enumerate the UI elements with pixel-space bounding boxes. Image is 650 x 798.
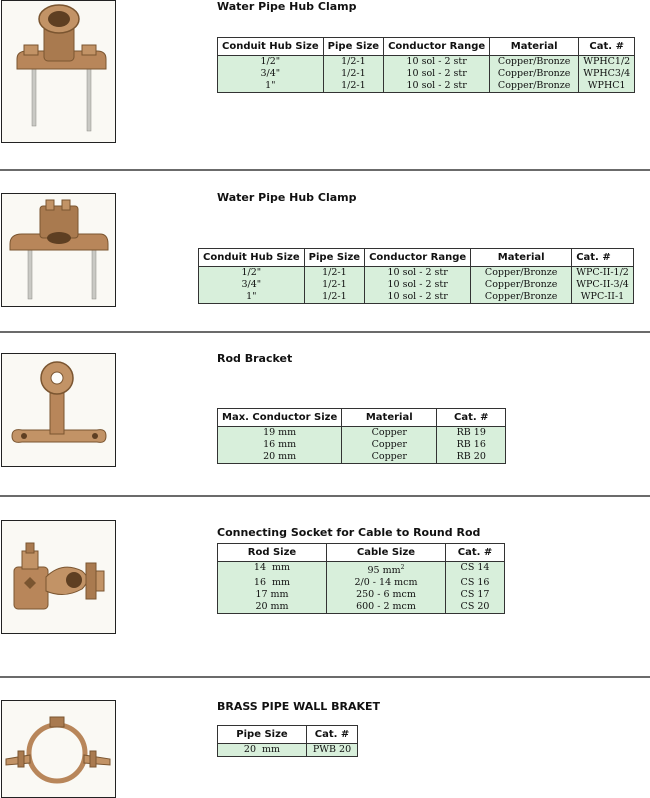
pipe-wall-bracket-photo (1, 700, 116, 798)
cell: CS 20 (446, 601, 505, 614)
spec-table (217, 37, 635, 93)
cell: 16 mm (218, 577, 327, 589)
cell: Copper (342, 451, 437, 464)
column-header: Material (490, 38, 579, 56)
cell: 10 sol - 2 str (365, 291, 471, 304)
table-row (218, 562, 505, 578)
cell: 1" (199, 291, 305, 304)
cell: 14 mm (218, 562, 327, 578)
cell: CS 16 (446, 577, 505, 589)
table-header-row (218, 38, 635, 56)
table-row (218, 577, 505, 589)
table-row (218, 589, 505, 601)
cell: 17 mm (218, 589, 327, 601)
section-title: Connecting Socket for Cable to Round Rod (217, 526, 481, 539)
section-divider (0, 495, 650, 497)
column-header: Cat. # (579, 38, 635, 56)
cell: PWB 20 (307, 744, 358, 757)
cell: WPC-II-1 (572, 291, 634, 304)
table-header-row (199, 249, 634, 267)
cell-text: 95 mm (367, 565, 401, 577)
cell: 1/2-1 (304, 267, 364, 280)
cell: WPHC1 (579, 80, 635, 93)
cell: 3/4" (218, 68, 324, 80)
rod-bracket-photo (1, 353, 116, 467)
cell: 600 - 2 mcm (327, 601, 446, 614)
column-header: Max. Conductor Size (218, 409, 342, 427)
cell: 20 mm (218, 601, 327, 614)
cell: 20 mm (218, 451, 342, 464)
cell: WPHC3/4 (579, 68, 635, 80)
column-header: Conduit Hub Size (218, 38, 324, 56)
cell: 1" (218, 80, 324, 93)
section-divider (0, 676, 650, 678)
cell: 10 sol - 2 str (365, 267, 471, 280)
cell: 1/2-1 (323, 80, 383, 93)
spec-table (217, 408, 506, 464)
column-header: Material (342, 409, 437, 427)
cell: 250 - 6 mcm (327, 589, 446, 601)
cell: RB 20 (437, 451, 506, 464)
section-title: Water Pipe Hub Clamp (217, 0, 357, 13)
cell: Copper/Bronze (471, 267, 572, 280)
cell: 1/2" (218, 56, 324, 69)
cell: 1/2-1 (323, 68, 383, 80)
cell: RB 19 (437, 427, 506, 440)
section-title: Water Pipe Hub Clamp (217, 191, 357, 204)
table-header-row (218, 544, 505, 562)
column-header: Conductor Range (384, 38, 490, 56)
table-row (199, 291, 634, 304)
table-row (199, 279, 634, 291)
cell: WPC-II-3/4 (572, 279, 634, 291)
column-header: Cat. # (437, 409, 506, 427)
column-header: Conductor Range (365, 249, 471, 267)
hub-clamp-ii-photo (1, 193, 116, 307)
cell: Copper/Bronze (490, 68, 579, 80)
table-row (218, 601, 505, 614)
table-row (218, 56, 635, 69)
spec-table (198, 248, 634, 304)
cell: 19 mm (218, 427, 342, 440)
column-header: Pipe Size (218, 726, 307, 744)
spec-table (217, 543, 505, 614)
connecting-socket-photo (1, 520, 116, 634)
cell (327, 562, 446, 578)
cell: 1/2" (199, 267, 305, 280)
column-header: Conduit Hub Size (199, 249, 305, 267)
cell: Copper (342, 439, 437, 451)
section-divider (0, 169, 650, 171)
section-title: Rod Bracket (217, 352, 293, 365)
table-header-row (218, 726, 358, 744)
spec-table (217, 725, 358, 757)
table-row (218, 80, 635, 93)
cell: WPC-II-1/2 (572, 267, 634, 280)
cell: 1/2-1 (323, 56, 383, 69)
cell: 10 sol - 2 str (365, 279, 471, 291)
superscript: 2 (400, 564, 405, 571)
table-row (218, 427, 506, 440)
cell: Copper/Bronze (471, 291, 572, 304)
column-header: Material (471, 249, 572, 267)
cell: Copper/Bronze (490, 80, 579, 93)
column-header: Cable Size (327, 544, 446, 562)
table-row (199, 267, 634, 280)
section-divider (0, 331, 650, 333)
cell: 1/2-1 (304, 279, 364, 291)
cell: Copper/Bronze (471, 279, 572, 291)
table-row (218, 439, 506, 451)
column-header: Cat. # (307, 726, 358, 744)
hub-clamp-photo (1, 0, 116, 143)
cell: 10 sol - 2 str (384, 68, 490, 80)
cell: Copper/Bronze (490, 56, 579, 69)
table-row (218, 68, 635, 80)
cell: 2/0 - 14 mcm (327, 577, 446, 589)
cell: 10 sol - 2 str (384, 56, 490, 69)
cell: RB 16 (437, 439, 506, 451)
column-header: Pipe Size (323, 38, 383, 56)
cell: 3/4" (199, 279, 305, 291)
column-header: Rod Size (218, 544, 327, 562)
cell: CS 14 (446, 562, 505, 578)
cell: 16 mm (218, 439, 342, 451)
column-header: Pipe Size (304, 249, 364, 267)
table-header-row (218, 409, 506, 427)
table-row (218, 451, 506, 464)
column-header: Cat. # (572, 249, 634, 267)
section-title: BRASS PIPE WALL BRAKET (217, 700, 381, 713)
column-header: Cat. # (446, 544, 505, 562)
cell: 10 sol - 2 str (384, 80, 490, 93)
cell: WPHC1/2 (579, 56, 635, 69)
cell: CS 17 (446, 589, 505, 601)
table-row (218, 744, 358, 757)
cell: Copper (342, 427, 437, 440)
cell: 1/2-1 (304, 291, 364, 304)
cell: 20 mm (218, 744, 307, 757)
